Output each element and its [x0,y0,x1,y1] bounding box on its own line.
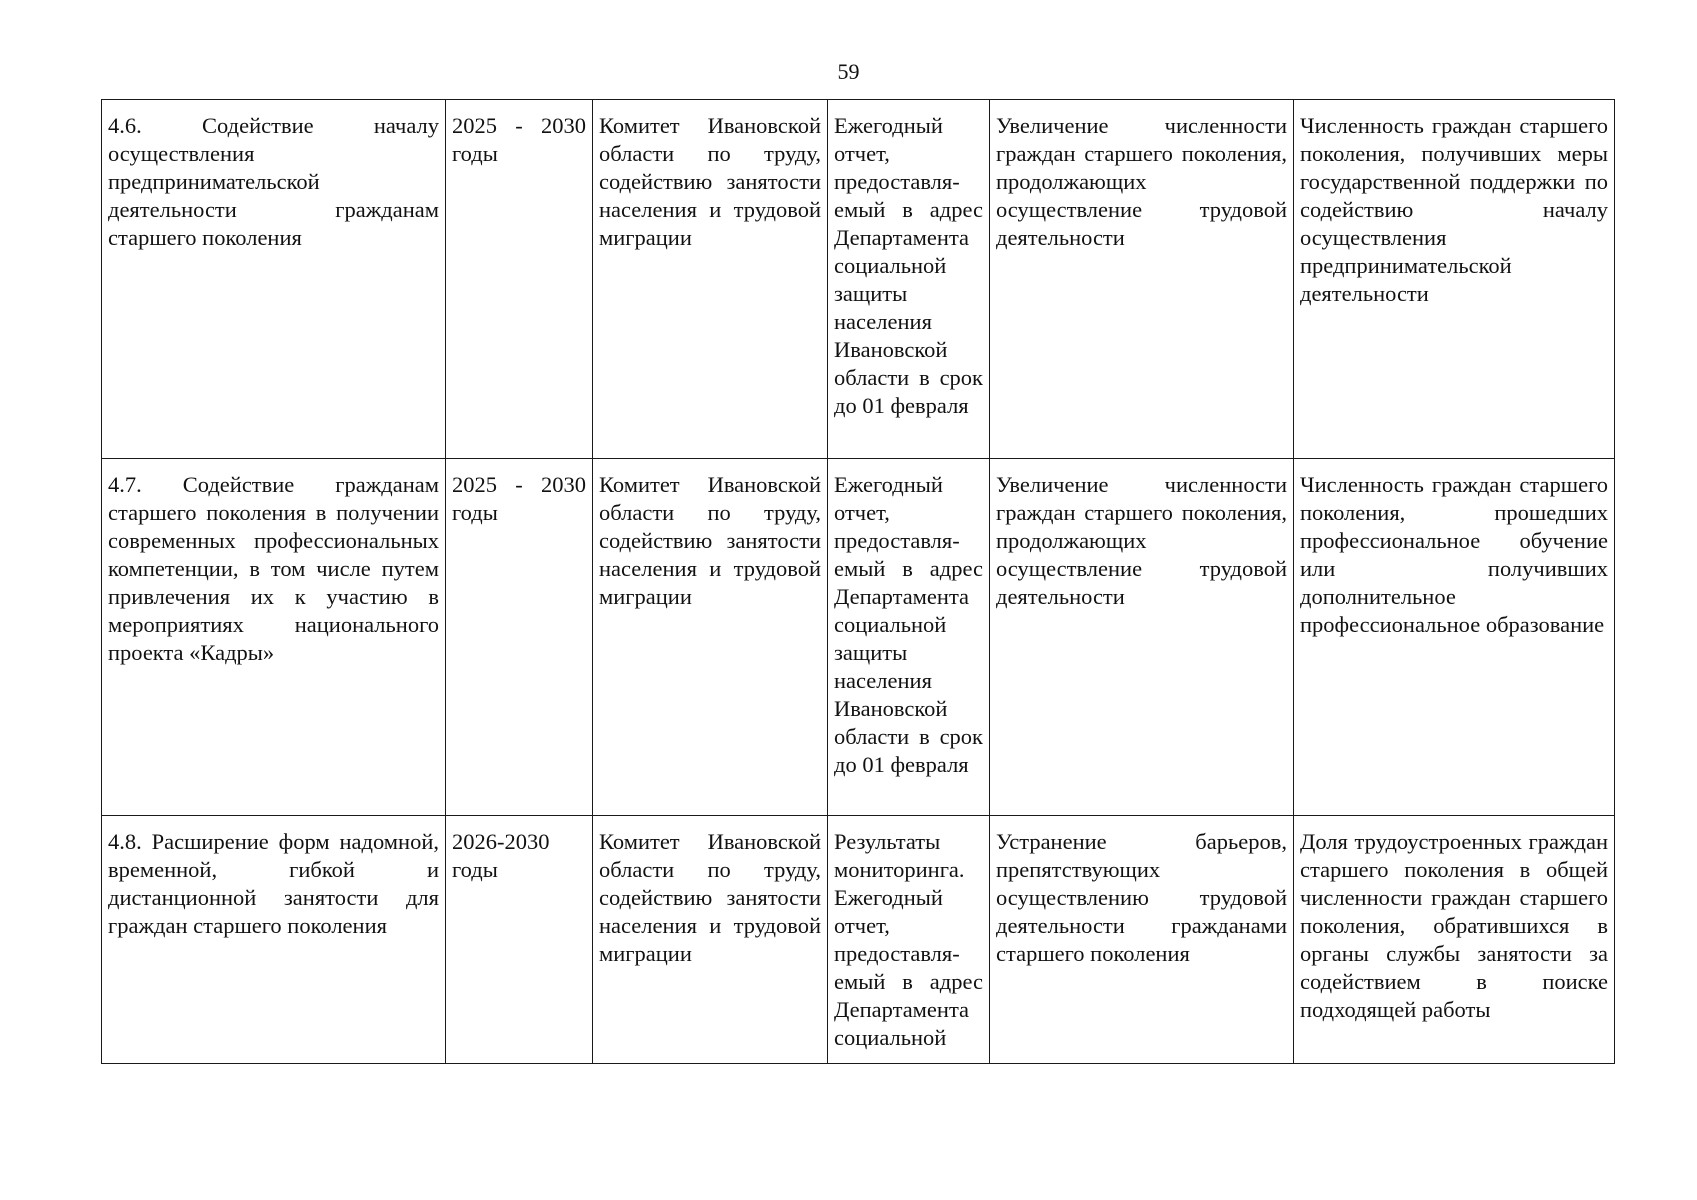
page-number: 59 [837,59,860,84]
period-cell: 2025 - 2030 годы [446,100,593,459]
program-measures-table [101,99,1615,1064]
table-row [102,459,1615,816]
period-cell: 2025 - 2030 годы [446,459,593,816]
result-cell: Устранение барьеров, препятствующих осуществлению трудовой деятельности гражданами старшего поколения [990,816,1294,1064]
measure-cell: 4.6. Содействие началу осуществления предпринимательской деятельности гражданам старшего поколения [102,100,446,459]
executor-cell: Комитет Ивановской области по труду, содействию занятости населения и трудовой миграции [593,816,828,1064]
table-row [102,816,1615,1064]
period-cell: 2026-2030 годы [446,816,593,1064]
executor-cell: Комитет Ивановской области по труду, содействию занятости населения и трудовой миграции [593,100,828,459]
indicator-cell: Доля трудоустроенных граждан старшего поколения в общей численности граждан старшего поколения, обратившихся в органы службы занятости за содействием в поиске подходящей работы [1294,816,1615,1064]
measure-cell: 4.8. Расширение форм надомной, временной, гибкой и дистанционной занятости для граждан старшего поколения [102,816,446,1064]
reporting-cell: Ежегодный отчет, предоставля-емый в адрес Департамента социальной защиты населения Ивановской области в срок до 01 февраля [828,100,990,459]
reporting-cell: Ежегодный отчет, предоставля-емый в адрес Департамента социальной защиты населения Ивановской области в срок до 01 февраля [828,459,990,816]
result-cell: Увеличение численности граждан старшего поколения, продолжающих осуществление трудовой деятельности [990,459,1294,816]
executor-cell: Комитет Ивановской области по труду, содействию занятости населения и трудовой миграции [593,459,828,816]
reporting-cell: Результаты мониторинга. Ежегодный отчет, предоставля-емый в адрес Департамента социальной [828,816,990,1064]
result-cell: Увеличение численности граждан старшего поколения, продолжающих осуществление трудовой деятельности [990,100,1294,459]
table-row [102,100,1615,459]
indicator-cell: Численность граждан старшего поколения, прошедших профессиональное обучение или получивших дополнительное профессиональное образование [1294,459,1615,816]
indicator-cell: Численность граждан старшего поколения, получивших меры государственной поддержки по содействию началу осуществления предпринимательской деятельности [1294,100,1615,459]
measure-cell: 4.7. Содействие гражданам старшего поколения в получении современных профессиональных компетенции, в том числе путем привлечения их к участию в мероприятиях национального проекта «Кадры» [102,459,446,816]
